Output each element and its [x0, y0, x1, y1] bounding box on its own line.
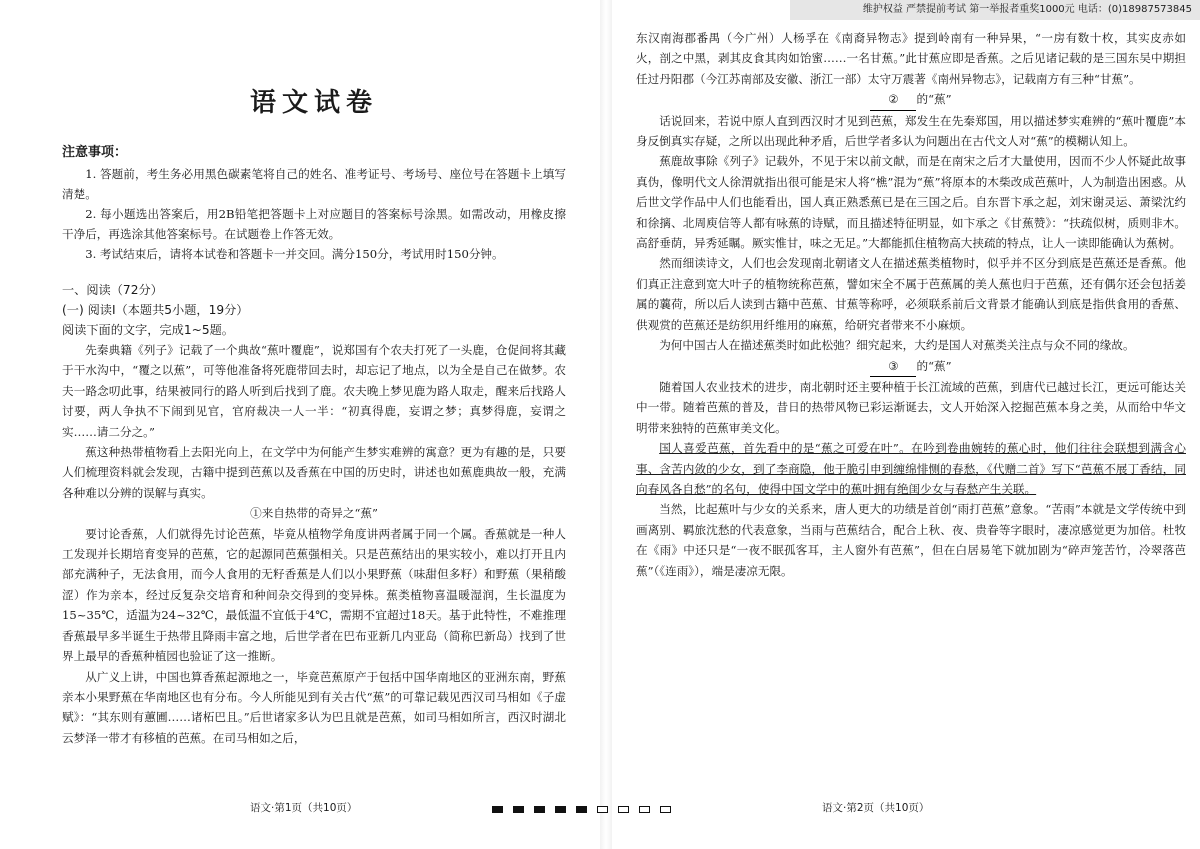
- exam-title: 语文试卷: [249, 88, 378, 118]
- passage-paragraph: 当然，比起蕉叶与少女的关系来，唐人更大的功绩是首创“雨打芭蕉”意象。“苦雨”本就是文学传统中到画离别、羁旅沈愁的代表意象，当雨与芭蕉结合，配合上秋、夜、贵眷等字眼时，凄凉感觉更为加倍。杜牧在《雨》中还只是“一夜不眠孤客耳，主人窗外有芭蕉”，但在白居易笔下就加剧为“碎声笼苦竹，冷翠落芭蕉”（《连雨》），端是凄凉无限。: [636, 502, 1186, 578]
- passage-paragraph: 然而细读诗文，人们也会发现南北朝诸文人在描述蕉类植物时，似乎并不区分到底是芭蕉还是香蕉。他们真正注意到宽大叶子的植物统称芭蕉，譬如宋全不属于芭蕉属的美人蕉也归于芭蕉，还有偶尔还会包括姜属的蘘荷，所以后人读到古籍中芭蕉、甘蕉等称呼，必须联系前后文背景才能确认到底是指供食用的香蕉、供观赏的芭蕉还是纺织用纤维用的麻蕉，给研究者带来不小麻烦。: [636, 256, 1186, 332]
- passage-paragraph: 要讨论香蕉，人们就得先讨论芭蕉，毕竟从植物学角度讲两者属于同一个属。香蕉就是一种人工发现并长期培育变异的芭蕉，它的起源同芭蕉强相关。只是芭蕉结出的果实较小，难以打开且内部充满种子，无法食用，而今人食用的无籽香蕉是人们以小果野蕉（味甜但多籽）和野蕉（果稍酸涩）作为亲本，经过反复杂交培育和种间杂交得到的变异株。蕉类植物喜温暖湿润，生长温度为15~35℃，适温为24~32℃，最低温不宜低于4℃，需期不宜超过18天。基于此特性，不难推理香蕉最早多半诞生于热带且降雨丰富之地，后世学者在巴布亚新几内亚岛（简称巴新岛）找到了世界上最早的香蕉种植园也验证了这一推断。: [62, 526, 566, 664]
- passage-paragraph: 为何中国古人在描述蕉类时如此松弛？细究起来，大约是国人对蕉类关注点与众不同的缘故。: [659, 338, 1135, 353]
- instruction: 阅读下面的文字，完成1~5题。: [62, 323, 234, 337]
- passage-subheading: [636, 89, 1186, 110]
- page-two: [612, 0, 1200, 849]
- page-fold: [600, 0, 612, 849]
- underlined-paragraph: 国人喜爱芭蕉，首先看中的是“蕉之可爱在叶”。在吟到卷曲婉转的蕉心时，他们往往会联想到满含心事、含苦内敛的少女，到了李商隐，他于脆引申到缠绵悱恻的春愁，《代赠二首》写下“芭蕉不展丁香结，同向春风各自愁”的名句，使得中国文学中的蕉叶拥有绝闺少女与春愁产生关联。: [636, 441, 1186, 496]
- subheading-suffix: 的“蕉”: [916, 358, 952, 373]
- subsection-heading: (一) 阅读Ⅰ（本题共5小题，19分）: [62, 303, 249, 317]
- notes-heading: 注意事项：: [62, 145, 128, 160]
- fill-blank-2: ②: [870, 89, 916, 110]
- passage-paragraph: 先秦典籍《列子》记载了一个典故“蕉叶覆鹿”，说郑国有个农夫打死了一头鹿，仓促间将其藏于干水沟中，“覆之以蕉”，可等他准备将死鹿带回去时，却忘记了地点，以为全是自己在做梦。农夫一路念叨此事，结果被同行的路人听到后找到了鹿。农夫晚上梦见鹿为路人取走，醒来后找路人讨要，两人争执不下闹到见官，官府裁决一人一半：“初真得鹿，妄谓之梦；真梦得鹿，妄谓之实……请二分之。”: [62, 343, 566, 439]
- passage-paragraph: 蕉这种热带植物看上去阳光向上，在文学中为何能产生梦实难辨的寓意？更为有趣的是，只要人们梳理资料就会发现，古籍中提到芭蕉以及香蕉在中国的历史时，讲述也如蕉鹿典故一般，充满各种难以分辨的误解与真实。: [62, 445, 566, 500]
- passage-subheading: ①来自热带的奇异之“蕉”: [250, 506, 378, 521]
- passage-paragraph: 东汉南海郡番禺（今广州）人杨孚在《南裔异物志》提到岭南有一种异果，“一房有数十枚，其实皮赤如火，剖之中黑，剥其皮食其肉如饴蜜……一名甘蕉。”此甘蕉应即是香蕉。之后见诸记载的是三国东吴中期担任过丹阳郡（今江苏南部及安徽、浙江一部）太守万震著《南州异物志》，记载南方有三种“甘蕉”。: [636, 31, 1186, 86]
- subheading-suffix: 的“蕉”: [916, 92, 952, 107]
- page-footer: 语文·第2页（共10页）: [822, 802, 930, 814]
- passage-subheading: [636, 356, 1186, 377]
- note-item: 2. 每小题选出答案后，用2B铅笔把答题卡上对应题目的答案标号涂黑。如需改动，用橡皮擦干净后，再选涂其他答案标号。在试题卷上作答无效。: [62, 207, 566, 241]
- section-heading: 一、阅读（72分）: [62, 283, 163, 297]
- anti-cheat-notice: 维护权益 严禁提前考试 第一举报者重奖1000元 电话：(0)18987573845: [790, 0, 1200, 20]
- fill-blank-3: ③: [870, 356, 916, 377]
- passage-paragraph: 随着国人农业技术的进步，南北朝时还主要种植于长江流域的芭蕉，到唐代已越过长江，更远可能达关中一带。随着芭蕉的普及，昔日的热带风物已彩运渐诞去，文人开始深入挖掘芭蕉本身之美，从而给中华文明带来独特的芭蕉审美文化。: [636, 379, 1186, 435]
- passage-paragraph: 蕉鹿故事除《列子》记载外，不见于宋以前文献，而是在南宋之后才大量使用，因而不少人怀疑此故事真伪，像明代文人徐渭就指出很可能是宋人将“樵”混为“蕉”将原本的木柴改成芭蕉叶，人为制造出困惑。从后世文学作品中人们也能看出，国人真正熟悉蕉已是在三国之后。自东晋卞承之起，刘宋谢灵运、萧梁沈约和徐摛、北周庾信等人都有咏蕉的诗赋，而且描述特征明显，如卞承之《甘蕉赞》：“扶疏似树，质则非木。高舒垂荫，异秀延瞩。厥实惟甘，味之无足。”大都能抓住植物高大挟疏的特点，让人一读即能确认为蕉树。: [636, 154, 1186, 251]
- note-item: 1. 答题前，考生务必用黑色碳素笔将自己的姓名、准考证号、考场号、座位号在答题卡上填写清楚。: [62, 167, 566, 201]
- passage-paragraph: 话说回来，若说中原人直到西汉时才见到芭蕉，郑发生在先秦郑国，用以描述梦实难辨的“蕉叶覆鹿”本身反倒真实存疑，之所以出现此种矛盾，后世学者多认为问题出在古代文人对“蕉”的模糊认知上。: [636, 113, 1186, 149]
- note-item: 3. 考试结束后，请将本试卷和答题卡一并交回。满分150分，考试用时150分钟。: [85, 247, 504, 261]
- page-footer: 语文·第1页（共10页）: [250, 802, 358, 814]
- passage-paragraph: 从广义上讲，中国也算香蕉起源地之一，毕竟芭蕉原产于包括中国华南地区的亚洲东南，野蕉亲本小果野蕉在华南地区也有分布。今人所能见到有关古代“蕉”的可靠记载见西汉司马相如《子虚赋》：“其东则有蕙圃……诸柘巴且。”后世诸家多认为巴且就是芭蕉，如司马相如所言，西汉时湖北云梦泽一带才有移植的芭蕉。在司马相如之后，: [62, 669, 566, 745]
